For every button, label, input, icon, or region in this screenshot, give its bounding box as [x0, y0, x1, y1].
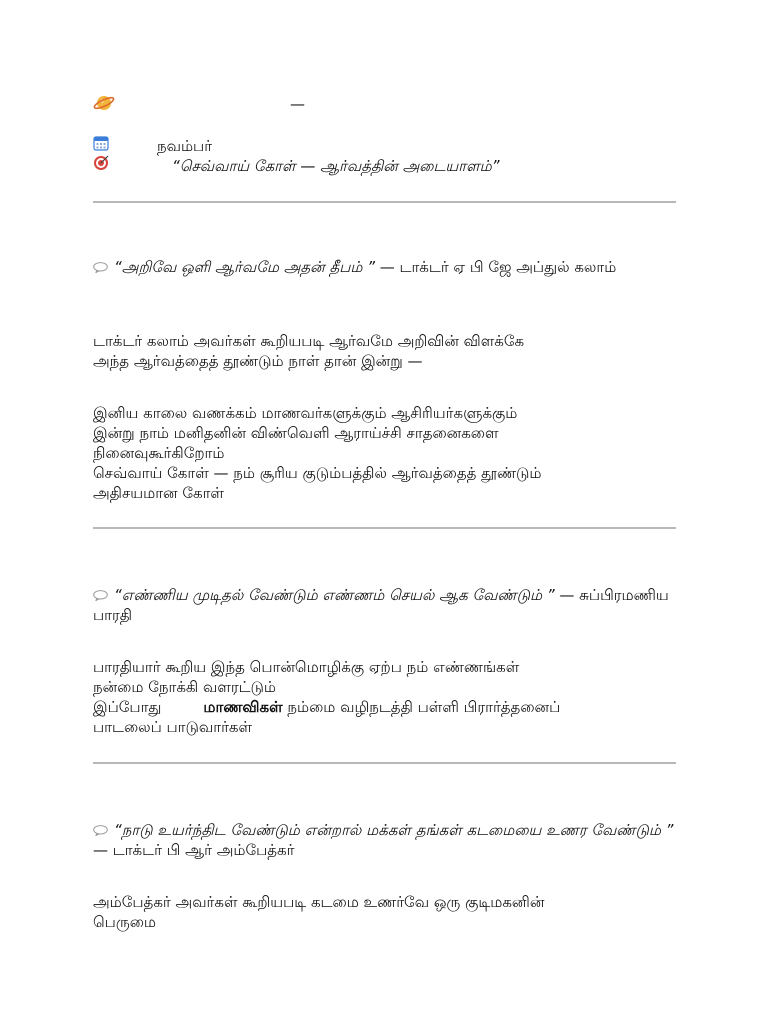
text-line: இனிய காலை வணக்கம் மாணவர்களுக்கும் ஆசிரியர்களுக்கும்: [93, 404, 518, 422]
text-line: இன்று நாம் மனிதனின் விண்வெளி ஆராய்ச்சி சாதனைகளை: [93, 424, 499, 442]
speech-bubble-icon: [93, 586, 108, 597]
header-dash: —: [290, 95, 305, 113]
divider: [93, 527, 676, 529]
quote-text: “நாடு உயர்ந்திட வேண்டும் என்றால் மக்கள் தங்கள் கடமையை உணர வேண்டும் ”: [114, 821, 674, 839]
month-row: [93, 135, 212, 156]
divider: [93, 762, 676, 764]
paragraph: [93, 331, 676, 371]
speech-bubble-icon: [93, 258, 108, 269]
paragraph: [93, 657, 676, 737]
paragraph: [93, 403, 676, 503]
quote-text: “அறிவே ஒளி ஆர்வமே அதன் தீபம் ”: [114, 258, 375, 276]
quote-attribution: — டாக்டர் ஏ பி ஜே அப்துல் கலாம்: [374, 258, 617, 276]
month-text: நவம்பர்: [157, 136, 213, 155]
text-line: பாடலைப் பாடுவார்கள்: [93, 718, 253, 736]
text-line: நினைவுகூர்கிறோம்: [93, 444, 225, 462]
text-line: அதிசயமான கோள்: [93, 484, 224, 502]
theme-row: [93, 155, 500, 176]
text-line: பாரதியார் கூறிய இந்த பொன்மொழிக்கு ஏற்ப நம் எண்ணங்கள்: [93, 658, 520, 676]
divider: [93, 201, 676, 203]
bold-text: மாணவிகள்: [203, 698, 283, 716]
text-line: செவ்வாய் கோள் — நம் சூரிய குடும்பத்தில் ஆர்வத்தைத் தூண்டும்: [93, 464, 542, 482]
quote-ambedkar: [93, 820, 676, 860]
quote-text: “எண்ணிய முடிதல் வேண்டும் எண்ணம் செயல் ஆக வேண்டும் ”: [114, 586, 555, 604]
text-line: அம்பேத்கர் அவர்கள் கூறியபடி கடமை உணர்வே ஒரு குடிமகனின்: [93, 893, 545, 911]
text-line: நன்மை நோக்கி வளரட்டும்: [93, 678, 277, 696]
text-line: பெருமை: [93, 913, 157, 931]
header-title-row: [93, 93, 115, 118]
text-line: அந்த ஆர்வத்தைத் தூண்டும் நாள் தான் இன்று —: [93, 352, 423, 370]
quote-attribution: — டாக்டர் பி ஆர் அம்பேத்கர்: [93, 841, 295, 859]
speech-bubble-icon: [93, 821, 108, 832]
quote-bharathi: [93, 585, 676, 625]
quote-kalam: [93, 257, 676, 277]
text-fragment: இப்போது: [93, 698, 162, 716]
quote-attribution: — சுப்பிரமணிய பாரதி: [93, 586, 669, 624]
theme-text: “செவ்வாய் கோள் — ஆர்வத்தின் அடையாளம்”: [172, 156, 500, 175]
target-icon: [93, 155, 109, 176]
text-line: டாக்டர் கலாம் அவர்கள் கூறியபடி ஆர்வமே அறிவின் விளக்கே: [93, 332, 525, 350]
calendar-icon: [93, 135, 109, 156]
ringed-planet-icon: [93, 93, 115, 118]
text-fragment: நம்மை வழிநடத்தி பள்ளி பிரார்த்தனைப்: [282, 698, 561, 716]
paragraph: [93, 892, 676, 932]
